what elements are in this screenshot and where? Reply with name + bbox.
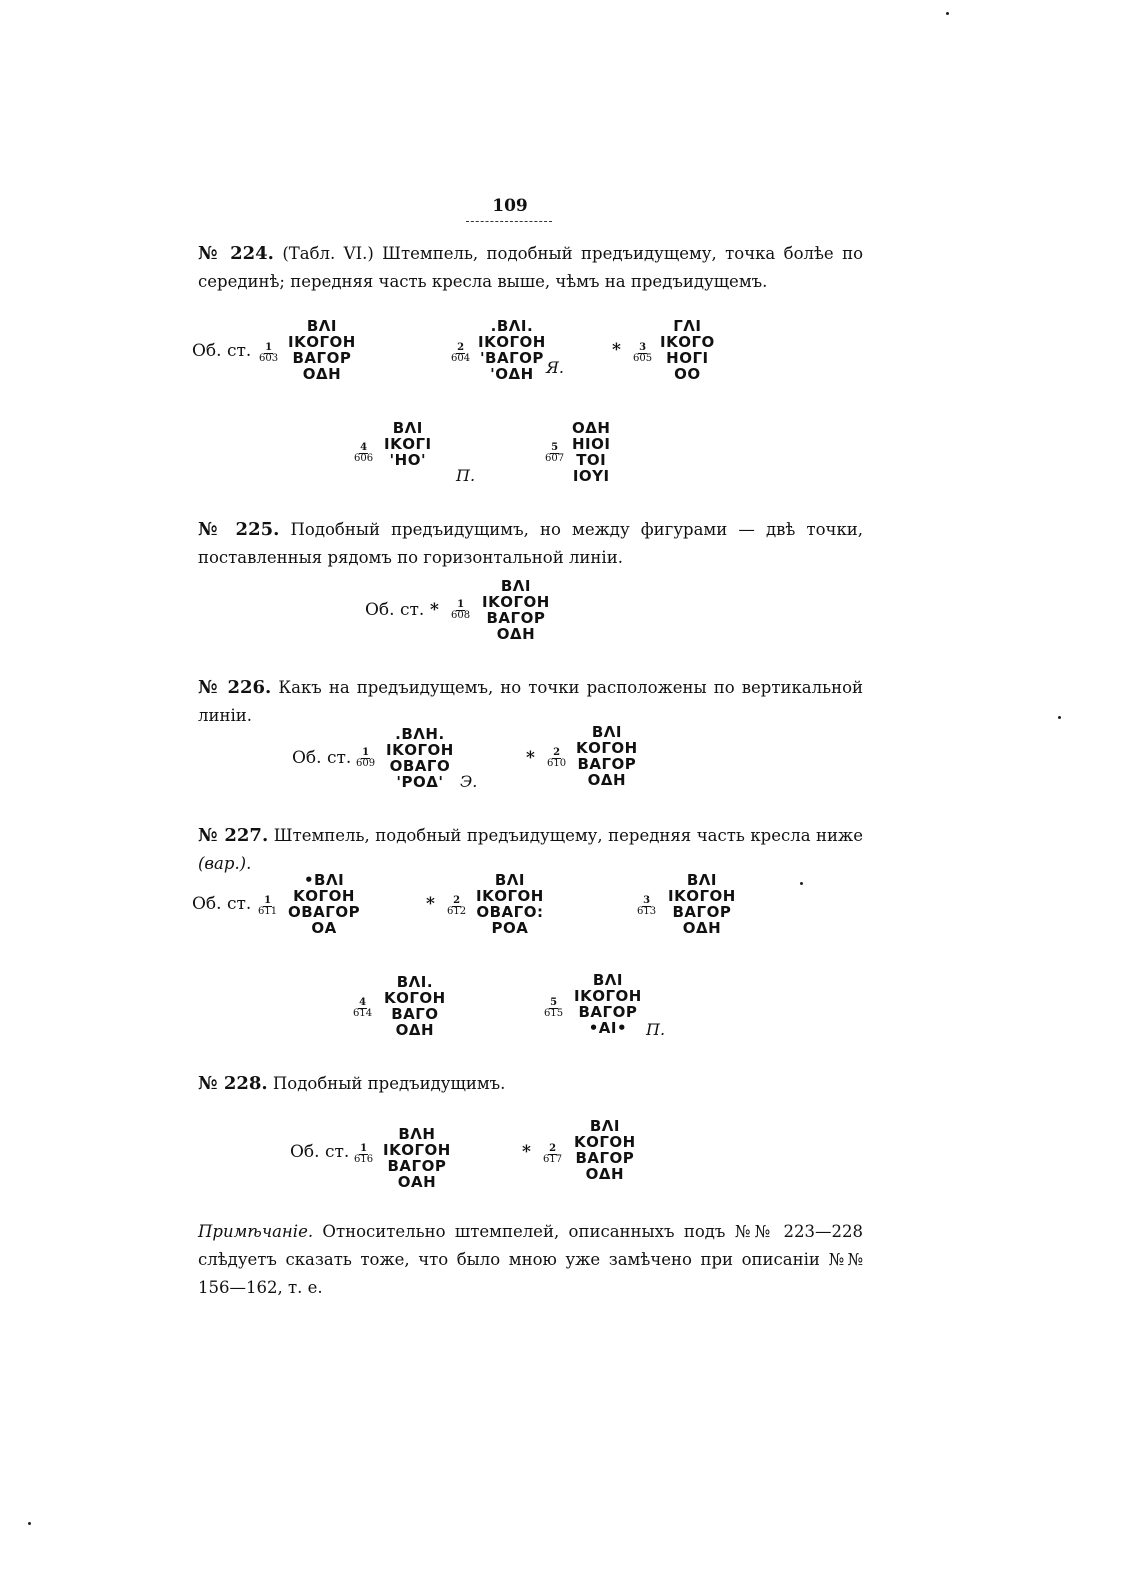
- variant-tag: Я.: [546, 358, 565, 377]
- plate-fraction: $\frac{5}{615}$: [544, 997, 564, 1019]
- plate-fraction: $\frac{2}{604}$: [451, 342, 471, 364]
- entry-227-text: [198, 822, 863, 878]
- inscription-legend: ВΛΙ ΚΟΓΟΗ ВΑΓΟΡ ΟΔΗ: [574, 1117, 636, 1183]
- plate-fraction: $\frac{2}{610}$: [547, 747, 567, 769]
- inscription-legend: ВΛΙ ΙΚΟΓΟΗ ВΑΓΟΡ ΟΔΗ: [482, 577, 550, 643]
- note-text: Относительно штемпелей, описанныхъ подъ №№ 223—228 слѣдуетъ сказать тоже, что было мною уже замѣчено при описаніи №№ 156—162, т. е.: [198, 1222, 863, 1297]
- inscription-legend: ΓΛΙ ΙΚΟΓΟ ΗΟΓΙ ΟΟ: [660, 317, 715, 383]
- page-number: 109: [492, 196, 528, 216]
- entry-225-text: [198, 516, 863, 572]
- entry-description: Штемпель, подобный предъидущему, передняя часть кресла ниже: [268, 826, 863, 845]
- obverse-label: Об. ст.: [192, 341, 252, 361]
- note-label: Примѣчаніе.: [198, 1222, 314, 1241]
- entry-228-text: [198, 1070, 863, 1098]
- page-number-rule: [466, 217, 552, 222]
- entry-description: Какъ на предъидущемъ, но точки расположены по вертикальной линіи.: [198, 678, 863, 725]
- asterisk-mark: *: [522, 1142, 531, 1162]
- asterisk-mark: *: [430, 600, 439, 620]
- entry-number: № 226.: [198, 677, 272, 698]
- obverse-label: Об. ст.: [292, 748, 352, 768]
- inscription-legend: ΟΔΗ ΗΙΟΙ ΤΟΙ ΙΟΥΙ: [572, 419, 611, 485]
- plate-fraction: $\frac{2}{617}$: [543, 1143, 563, 1165]
- entry-number: № 224.: [198, 243, 274, 264]
- variant-tag: Э.: [460, 772, 478, 791]
- entry-number: № 225.: [198, 519, 280, 540]
- plate-fraction: $\frac{1}{616}$: [354, 1143, 374, 1165]
- inscription-legend: ВΛΙ. ΚΟΓΟΗ ВΑΓΟ ΟΔΗ: [384, 973, 446, 1039]
- obverse-label: Об. ст.: [365, 600, 425, 620]
- scan-speck: [1058, 716, 1061, 719]
- variant-tag: П.: [646, 1020, 666, 1039]
- entry-224-text: [198, 240, 863, 296]
- footnote: [198, 1218, 863, 1302]
- plate-fraction: $\frac{1}{609}$: [356, 747, 376, 769]
- entry-number: № 228.: [198, 1073, 268, 1094]
- entry-description: Подобный предъидущимъ, но между фигурами — двѣ точки, поставленныя рядомъ по горизонтальной линіи.: [198, 520, 863, 567]
- obverse-label: Об. ст.: [290, 1142, 350, 1162]
- plate-fraction: $\frac{2}{612}$: [447, 895, 467, 917]
- plate-fraction: $\frac{1}{603}$: [259, 342, 279, 364]
- asterisk-mark: *: [526, 748, 535, 768]
- entry-description: Подобный предъидущимъ.: [267, 1074, 506, 1093]
- plate-fraction: $\frac{4}{614}$: [353, 997, 373, 1019]
- inscription-legend: ВΛΙ ΙΚΟΓΟΗ ВΑΓΟΡ •ΑΙ•: [574, 971, 642, 1037]
- entry-description: (Табл. VI.) Штемпель, подобный предъидущему, точка болѣе по серединѣ; передняя часть кресла выше, чѣмъ на предъидущемъ.: [198, 244, 864, 291]
- inscription-legend: .ВΛΙ. ΙΚΟΓΟΗ 'ВΑΓΟΡ 'ΟΔΗ: [478, 317, 546, 383]
- variant-tag: П.: [456, 466, 476, 485]
- entry-number: № 227.: [198, 825, 269, 846]
- inscription-legend: ВΛΙ ΙΚΟΓΟΗ ВΑΓΟΡ ΟΔΗ: [288, 317, 356, 383]
- inscription-legend: ВΛΙ ΙΚΟΓΟΗ ΟВΑΓΟ: ΡΟΑ: [476, 871, 544, 937]
- plate-fraction: $\frac{3}{605}$: [633, 342, 653, 364]
- asterisk-mark: *: [612, 340, 621, 360]
- scan-speck: [946, 12, 949, 15]
- inscription-legend: •ВΛΙ ΚΟΓΟΗ ΟВΑΓΟΡ ΟΑ: [288, 871, 361, 937]
- scan-speck: [28, 1522, 31, 1525]
- plate-fraction: $\frac{1}{608}$: [451, 599, 471, 621]
- inscription-legend: ВΛΙ ΙΚΟΓΙ 'ΗΟ': [384, 419, 432, 469]
- inscription-legend: .ВΛΗ. ΙΚΟΓΟΗ ΟВΑΓΟ 'ΡΟΔ': [386, 725, 454, 791]
- plate-fraction: $\frac{5}{607}$: [545, 442, 565, 464]
- obverse-label: Об. ст.: [192, 894, 252, 914]
- plate-fraction: $\frac{1}{611}$: [258, 895, 278, 917]
- asterisk-mark: *: [426, 894, 435, 914]
- inscription-legend: ВΛΙ ΙΚΟΓΟΗ ВΑΓΟΡ ΟΔΗ: [668, 871, 736, 937]
- inscription-legend: ВΛΙ ΚΟΓΟΗ ВΑΓΟΡ ΟΔΗ: [576, 723, 638, 789]
- variant-note: (вар.).: [198, 854, 252, 873]
- scan-speck: [800, 882, 803, 885]
- inscription-legend: ВΛΗ ΙΚΟΓΟΗ ВΑΓΟΡ ΟΑΗ: [383, 1125, 451, 1191]
- plate-fraction: $\frac{4}{606}$: [354, 442, 374, 464]
- plate-fraction: $\frac{3}{613}$: [637, 895, 657, 917]
- entry-226-text: [198, 674, 863, 730]
